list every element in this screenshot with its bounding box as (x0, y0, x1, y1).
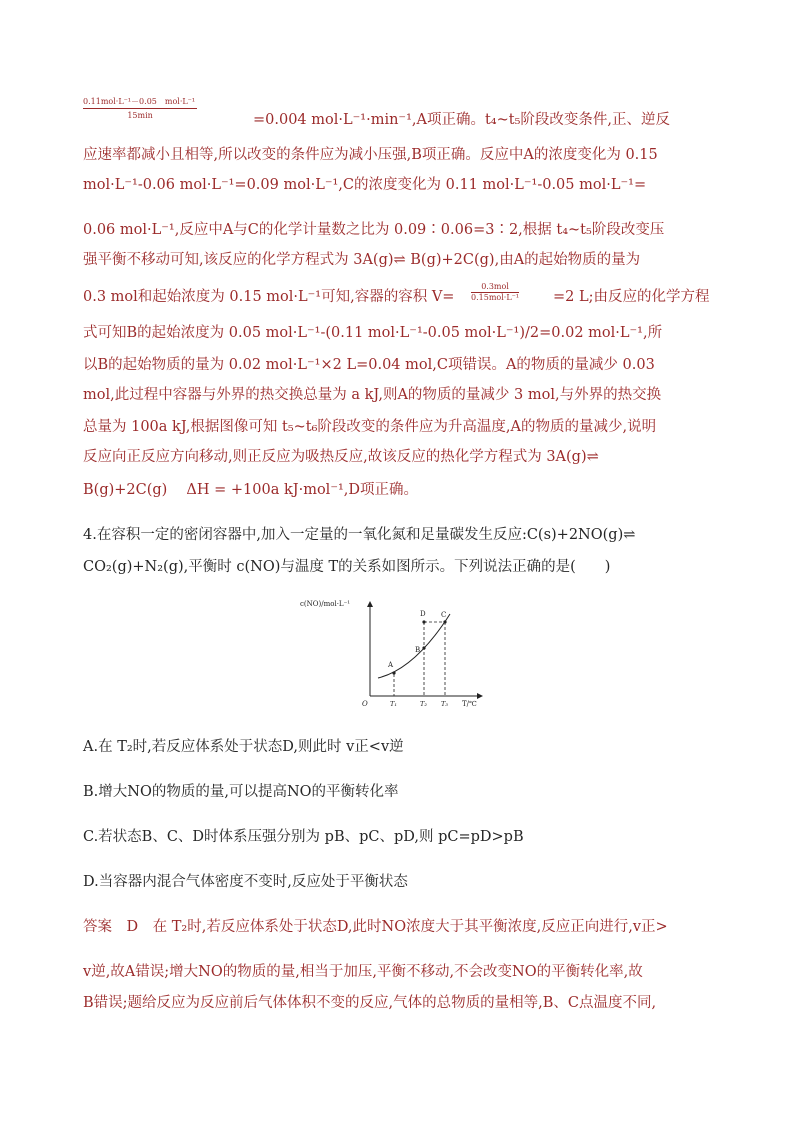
solution-line-7: 式可知B的起始浓度为 0.05 mol·L⁻¹-(0.11 mol·L⁻¹-0.05 mol·L⁻¹)/2=0.02 mol·L⁻¹,所 (83, 325, 663, 341)
answer-line-1: 答案 D 在 T₂时,若反应体系处于状态D,此时NO浓度大于其平衡浓度,反应正向进行,v正> (83, 919, 668, 935)
option-d: D.当容器内混合气体密度不变时,反应处于平衡状态 (83, 874, 408, 890)
solution-line-5: 强平衡不移动可知,该反应的化学方程式为 3A(g)⇌ B(g)+2C(g),由A的起始物质的量为 (83, 252, 641, 268)
solution-line-3: mol·L⁻¹-0.06 mol·L⁻¹=0.09 mol·L⁻¹,C的浓度变化为 0.11 mol·L⁻¹-0.05 mol·L⁻¹= (83, 177, 647, 193)
x-axis-label: T/℃ (462, 700, 477, 708)
point-c (443, 620, 446, 623)
question-stem-line-2: CO₂(g)+N₂(g),平衡时 c(NO)与温度 T的关系如图所示。下列说法正确的是( ) (83, 559, 611, 575)
option-c: C.若状态B、C、D时体系压强分别为 pB、pC、pD,则 pC=pD>pB (83, 829, 524, 845)
solution-line-11: 反应向正反应方向移动,则正反应为吸热反应,故该反应的热化学方程式为 3A(g)⇌ (83, 449, 599, 465)
solution-line-12: B(g)+2C(g) ΔH = +100a kJ·mol⁻¹,D项正确。 (83, 482, 419, 498)
solution-line-10: 总量为 100a kJ,根据图像可知 t₅~t₆阶段改变的条件应为升高温度,A的物质的量减少,说明 (83, 419, 657, 435)
fraction-denominator: 15min (127, 111, 153, 120)
solution-line-6-pre: 0.3 mol和起始浓度为 0.15 mol·L⁻¹可知,容器的容积 V= (83, 289, 455, 305)
point-b-label: B (415, 646, 421, 654)
solution-line-4: 0.06 mol·L⁻¹,反应中A与C的化学计量数之比为 0.09∶0.06=3∶2,根据 t₄~t₅阶段改变压 (83, 222, 665, 238)
solution-line-9: mol,此过程中容器与外界的热交换总量为 a kJ,则A的物质的量减少 3 mol,与外界的热交换 (83, 387, 662, 403)
y-axis-label: c(NO)/mol·L⁻¹ (300, 600, 351, 608)
tick-t3: T₃ (441, 700, 448, 708)
fraction-volume (471, 282, 519, 303)
question-stem-line-1: 4.在容积一定的密闭容器中,加入一定量的一氧化氮和足量碳发生反应:C(s)+2NO(g)⇌ (83, 527, 636, 543)
option-b: B.增大NO的物质的量,可以提高NO的平衡转化率 (83, 784, 399, 800)
point-c-label: C (441, 611, 447, 619)
point-b (422, 646, 425, 649)
solution-line-2: 应速率都减小且相等,所以改变的条件应为减小压强,B项正确。反应中A的浓度变化为 0.15 (83, 147, 658, 163)
solution-line-6-post: =2 L;由反应的化学方程 (553, 289, 710, 305)
solution-line-1: =0.004 mol·L⁻¹·min⁻¹,A项正确。t₄~t₅阶段改变条件,正、逆反 (253, 112, 671, 128)
point-a-label: A (388, 661, 394, 669)
solution-line-6 (83, 287, 454, 307)
tick-t2: T₂ (420, 700, 427, 708)
option-a: A.在 T₂时,若反应体系处于状态D,则此时 v正<v逆 (83, 739, 404, 755)
point-d (422, 620, 425, 623)
point-a (392, 671, 395, 674)
fraction-volume-denominator: 0.15mol·L⁻¹ (471, 293, 520, 302)
concentration-temperature-figure (290, 596, 500, 711)
fraction-volume-numerator: 0.3mol (471, 282, 519, 293)
point-d-label: D (420, 610, 426, 618)
solution-line-8: 以B的起始物质的量为 0.02 mol·L⁻¹×2 L=0.04 mol,C项错误。A的物质的量减少 0.03 (83, 357, 655, 373)
answer-line-2: v逆,故A错误;增大NO的物质的量,相当于加压,平衡不移动,不会改变NO的平衡转化率,故 (83, 964, 643, 980)
fraction-numerator: 0.11mol·L⁻¹－0.05 mol·L⁻¹ (83, 96, 197, 109)
tick-t1: T₁ (390, 700, 397, 708)
answer-line-3: B错误;题给反应为反应前后气体体积不变的反应,气体的总物质的量相等,B、C点温度不同, (83, 995, 657, 1011)
fraction-rate (83, 96, 197, 121)
origin-label: O (362, 700, 368, 708)
